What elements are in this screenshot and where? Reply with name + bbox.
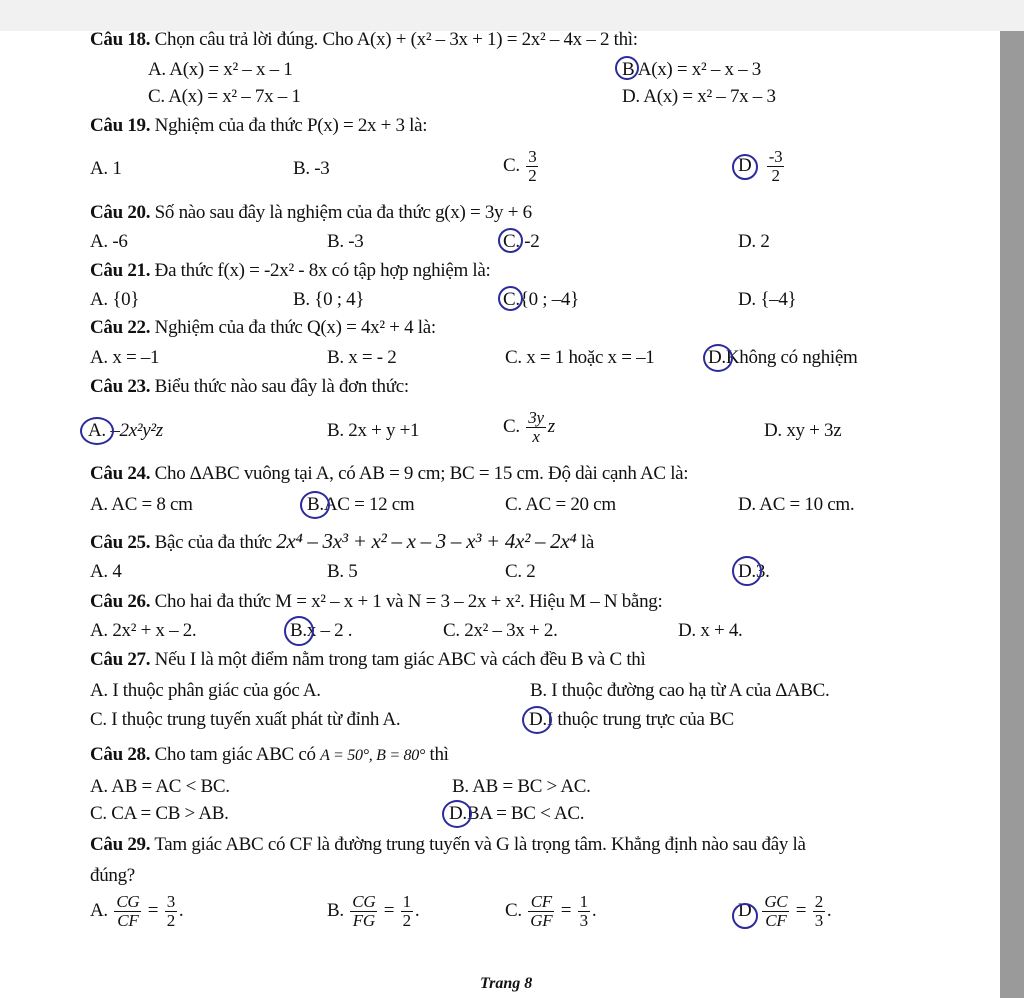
question-24: Câu 24. Cho ∆ABC vuông tại A, có AB = 9 cm; BC = 15 cm. Độ dài cạnh AC là: — [90, 463, 689, 484]
answer-circle — [703, 344, 733, 372]
q28-option-d: D.BA = BC < AC. — [449, 803, 585, 824]
answer-circle — [80, 417, 114, 445]
q28-option-b: B. AB = BC > AC. — [452, 776, 591, 797]
q23-option-d: D. xy + 3z — [764, 420, 842, 441]
q18-option-b: B A(x) = x² – x – 3 — [622, 59, 761, 80]
question-19: Câu 19. Nghiệm của đa thức P(x) = 2x + 3 là: — [90, 115, 428, 136]
q25-option-a: A. 4 — [90, 561, 122, 582]
q19-option-d: D $\frac{-3}{2}$ — [738, 147, 783, 185]
q20-option-a: A. -6 — [90, 231, 128, 252]
q21-option-a: A. {0} — [90, 289, 140, 310]
q21-option-d: D. {–4} — [738, 289, 797, 310]
q22-option-d: D.Không có nghiệm — [708, 347, 858, 368]
question-20: Câu 20. Số nào sau đây là nghiệm của đa thức g(x) = 3y + 6 — [90, 202, 532, 223]
answer-circle — [732, 154, 758, 180]
q18-option-a: A. A(x) = x² – x – 1 — [148, 59, 293, 80]
q24-option-b: B.AC = 12 cm — [307, 494, 415, 515]
answer-circle — [284, 616, 314, 646]
answer-circle — [498, 228, 523, 253]
question-26: Câu 26. Cho hai đa thức M = x² – x + 1 và N = 3 – 2x + x². Hiệu M – N bằng: — [90, 591, 663, 612]
q27-option-a: A. I thuộc phân giác của góc A. — [90, 680, 321, 701]
q21-option-c: C.{0 ; –4} — [503, 289, 579, 310]
q29-option-b: B. $\frac{CG}{FG}$ = $\frac{1}{2}$ . — [327, 892, 420, 930]
page-footer: Trang 8 — [480, 975, 533, 992]
q23-option-c: C. $\frac{3y}{x}$ z — [503, 408, 555, 446]
question-21: Câu 21. Đa thức f(x) = -2x² - 8x có tập hợp nghiệm là: — [90, 260, 491, 281]
answer-circle — [522, 706, 552, 734]
q24-option-d: D. AC = 10 cm. — [738, 494, 855, 515]
viewer-toolbar — [0, 0, 1024, 32]
question-29-cont: đúng? — [90, 865, 135, 886]
q23-option-b: B. 2x + y +1 — [327, 420, 420, 441]
q28-option-a: A. AB = AC < BC. — [90, 776, 230, 797]
q21-option-b: B. {0 ; 4} — [293, 289, 365, 310]
q19-option-a: A. 1 — [90, 158, 122, 179]
q24-option-a: A. AC = 8 cm — [90, 494, 193, 515]
q25-option-b: B. 5 — [327, 561, 358, 582]
q29-option-c: C. $\frac{CF}{GF}$ = $\frac{1}{3}$ . — [505, 892, 597, 930]
answer-circle — [615, 56, 639, 80]
q26-option-d: D. x + 4. — [678, 620, 743, 641]
q26-option-b: B.x – 2 . — [290, 620, 353, 641]
q25-option-c: C. 2 — [505, 561, 536, 582]
answer-circle — [442, 800, 472, 828]
answer-circle — [732, 903, 758, 929]
question-18: Câu 18. Chọn câu trả lời đúng. Cho A(x) + (x² – 3x + 1) = 2x² – 4x – 2 thì: — [90, 31, 638, 50]
q27-option-c: C. I thuộc trung tuyến xuất phát từ đỉnh A. — [90, 709, 401, 730]
q24-option-c: C. AC = 20 cm — [505, 494, 616, 515]
q25-option-d: D.3. — [738, 561, 770, 582]
q29-option-d: D $\frac{GC}{CF}$ = $\frac{2}{3}$ . — [738, 892, 832, 930]
q22-option-c: C. x = 1 hoặc x = –1 — [505, 347, 655, 368]
q29-option-a: A. $\frac{CG}{CF}$ = $\frac{3}{2}$ . — [90, 892, 184, 930]
q20-option-d: D. 2 — [738, 231, 770, 252]
question-23: Câu 23. Biểu thức nào sau đây là đơn thức: — [90, 376, 409, 397]
q26-option-a: A. 2x² + x – 2. — [90, 620, 197, 641]
q19-option-b: B. -3 — [293, 158, 330, 179]
q27-option-d: D.I thuộc trung trực của BC — [529, 709, 734, 730]
question-27: Câu 27. Nếu I là một điểm nằm trong tam giác ABC và cách đều B và C thì — [90, 649, 646, 670]
q20-option-c: C. -2 — [503, 231, 540, 252]
document-page — [0, 31, 1000, 998]
q20-option-b: B. -3 — [327, 231, 364, 252]
q19-option-c: C. $\frac{3}{2}$ — [503, 147, 537, 185]
question-25: Câu 25. Bậc của đa thức 2x⁴ – 3x³ + x² – x – 3 – x³ + 4x² – 2x⁴ là — [90, 529, 594, 553]
q22-option-b: B. x = - 2 — [327, 347, 397, 368]
question-22: Câu 22. Nghiệm của đa thức Q(x) = 4x² + 4 là: — [90, 317, 436, 338]
question-28: Câu 28. Cho tam giác ABC có A = 50°, B = 80° thì — [90, 744, 449, 765]
answer-circle — [498, 286, 523, 311]
q23-option-a: A. –2x²y²z — [88, 420, 163, 441]
q18-option-d: D. A(x) = x² – 7x – 3 — [622, 86, 776, 107]
q27-option-b: B. I thuộc đường cao hạ từ A của ∆ABC. — [530, 680, 830, 701]
answer-circle — [732, 556, 762, 586]
scrollbar-track[interactable] — [1000, 31, 1024, 998]
question-29: Câu 29. Tam giác ABC có CF là đường trung tuyến và G là trọng tâm. Khẳng định nào sau đây là — [90, 834, 806, 855]
answer-circle — [300, 491, 330, 519]
q18-option-c: C. A(x) = x² – 7x – 1 — [148, 86, 301, 107]
q22-option-a: A. x = –1 — [90, 347, 160, 368]
q28-option-c: C. CA = CB > AB. — [90, 803, 229, 824]
q26-option-c: C. 2x² – 3x + 2. — [443, 620, 558, 641]
